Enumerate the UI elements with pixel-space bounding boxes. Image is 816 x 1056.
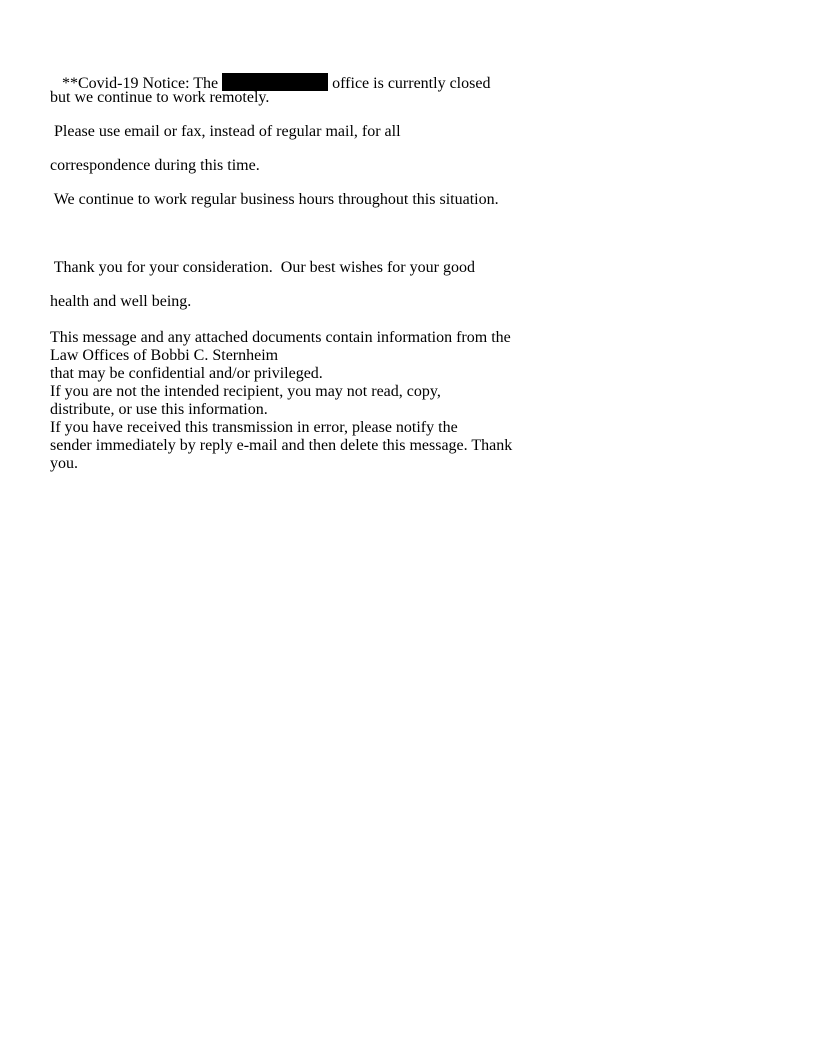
notice-line-remote-work: but we continue to work remotely. (50, 89, 270, 106)
notice-line-correspondence: correspondence during this time. (50, 157, 260, 174)
covid-notice-line (50, 55, 490, 93)
disclaimer-line: This message and any attached documents contain information from the (50, 329, 511, 346)
notice-line-thank-you: Thank you for your consideration. Our best wishes for your good (50, 259, 475, 276)
notice-line-email-fax: Please use email or fax, instead of regular mail, for all (50, 123, 401, 140)
disclaimer-line: you. (50, 455, 78, 472)
disclaimer-line: distribute, or use this information. (50, 401, 268, 418)
disclaimer-line: If you have received this transmission in error, please notify the (50, 419, 458, 436)
notice-text-before-redaction: **Covid-19 Notice: The (58, 75, 223, 92)
disclaimer-line: that may be confidential and/or privileged. (50, 365, 323, 382)
confidentiality-disclaimer (50, 329, 520, 473)
disclaimer-line: Law Offices of Bobbi C. Sternheim (50, 347, 279, 364)
disclaimer-line: sender immediately by reply e-mail and then delete this message. Thank (50, 437, 513, 454)
disclaimer-line: If you are not the intended recipient, you may not read, copy, (50, 383, 441, 400)
notice-line-health: health and well being. (50, 293, 192, 310)
notice-line-business-hours: We continue to work regular business hours throughout this situation. (50, 191, 499, 208)
notice-text-after-redaction: office is currently closed (328, 75, 491, 92)
